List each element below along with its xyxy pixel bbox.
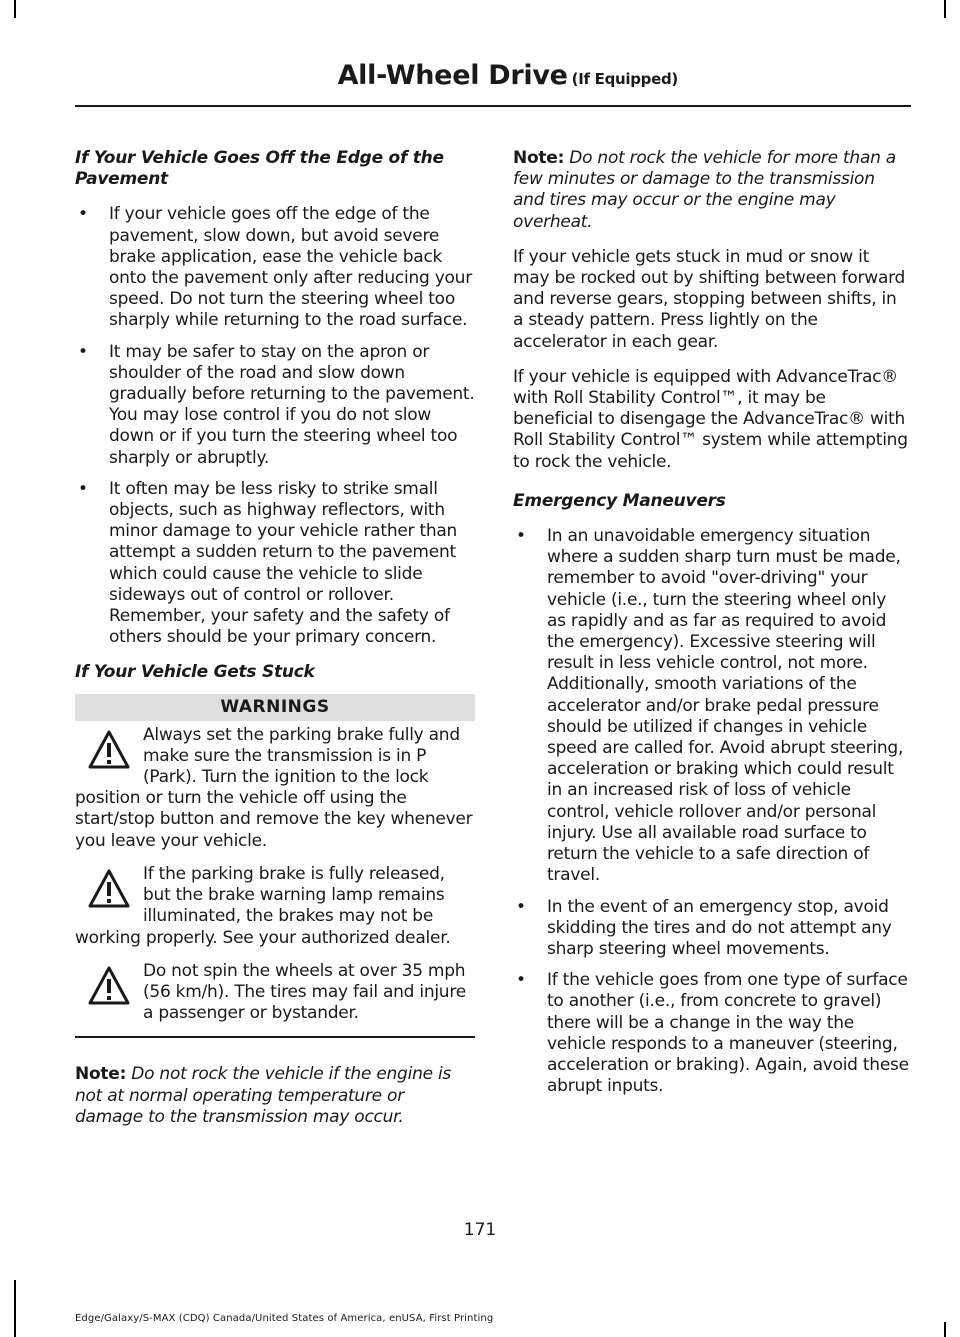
crop-mark-bottom-left	[14, 1280, 16, 1337]
bullet-icon: •	[78, 341, 88, 362]
paragraph-rocking: If your vehicle gets stuck in mud or snow it may be rocked out by shifting between forward and reverse gears, stopping between shifts, in a steady pattern. Press lightly on the accelerator in each gear.	[513, 246, 906, 352]
warning-item	[75, 725, 475, 852]
right-column	[513, 148, 909, 1111]
left-column	[75, 148, 475, 1142]
warning-text: Do not spin the wheels at over 35 mph (56 km/h). The tires may fail and injure a passenger or bystander.	[143, 960, 466, 1024]
off-pavement-list	[75, 204, 475, 648]
note-rock-duration	[513, 148, 909, 233]
list-item-text: If the vehicle goes from one type of surface to another (i.e., from concrete to gravel) there will be a change in the way the vehicle responds to a maneuver (steering, acceleration or braking). Again, avoid these abrupt inputs.	[547, 970, 909, 1097]
list-item-text: It may be safer to stay on the apron or shoulder of the road and slow down gradually before returning to the pavement. You may lose control if you do not slow down or if you turn the steering wheel too sharply or abruptly.	[109, 341, 475, 468]
crop-mark-top-right	[944, 0, 946, 18]
crop-mark-bottom-right	[944, 1322, 946, 1337]
warnings-box	[75, 694, 475, 1039]
warnings-divider	[75, 1036, 475, 1038]
warning-triangle-icon	[87, 729, 131, 771]
warning-triangle-icon	[87, 965, 131, 1007]
paragraph-advancetrac: If your vehicle is equipped with AdvanceTrac® with Roll Stability Control™, it may be beneficial to disengage the AdvanceTrac® with Roll Stability Control™ system while attempting to rock the vehicle.	[513, 366, 908, 472]
emergency-list	[513, 526, 909, 1097]
warning-triangle-icon	[87, 868, 131, 910]
warning-item	[75, 961, 475, 1025]
list-item-text: In an unavoidable emergency situation where a sudden sharp turn must be made, remember to avoid "over-driving" your vehicle (i.e., turn the steering wheel only as rapidly and as far as required to avoid the emergency). Excessive steering will result in less vehicle control, not more. Additionally, smooth variations of the accelerator and/or brake pedal pressure should be utilized if changes in vehicle speed are called for. Avoid abrupt steering, acceleration or braking which could result in an increased risk of loss of vehicle control, vehicle rollover and/or personal injury. Use all available road surface to return the vehicle to a safe direction of travel.	[547, 526, 904, 886]
note-text: Do not rock the vehicle if the engine is not at normal operating temperature or damage to the transmission may occur.	[75, 1064, 452, 1127]
warning-text: Always set the parking brake fully and make sure the transmission is in P (Park). Turn the ignition to the lock position or turn the vehicle off using the start/stop button and remove the key whenever you leave your vehicle.	[75, 724, 473, 851]
section-heading-off-pavement: If Your Vehicle Goes Off the Edge of the Pavement	[75, 148, 444, 190]
header-divider	[75, 105, 911, 107]
chapter-subtitle: (If Equipped)	[571, 70, 678, 88]
section-heading-emergency: Emergency Maneuvers	[513, 490, 726, 511]
list-item	[513, 970, 909, 1097]
list-item-text: If your vehicle goes off the edge of the pavement, slow down, but avoid severe brake application, ease the vehicle back onto the pavement only after reducing your speed. Do not turn the steering wheel too sharply while returning to the road surface.	[109, 204, 472, 331]
note-label: Note:	[75, 1064, 127, 1085]
bullet-icon: •	[516, 896, 526, 917]
note-text: Do not rock the vehicle for more than a few minutes or damage to the transmission and tires may occur or the engine may overheat.	[513, 148, 896, 232]
list-item	[75, 204, 475, 331]
warning-item	[75, 864, 475, 949]
list-item	[75, 342, 475, 469]
warning-text: If the parking brake is fully released, but the brake warning lamp remains illuminated, the brakes may not be working properly. See your authorized dealer.	[75, 863, 451, 948]
list-item-text: In the event of an emergency stop, avoid skidding the tires and do not attempt any sharp steering wheel movements.	[547, 896, 892, 959]
page-number: 171	[463, 1220, 497, 1240]
list-item	[75, 479, 475, 649]
list-item	[513, 526, 909, 886]
footer-edition: Edge/Galaxy/S-MAX (CDQ) Canada/United States of America, enUSA, First Printing	[75, 1313, 494, 1324]
note-label: Note:	[513, 148, 565, 168]
list-item	[513, 897, 909, 961]
bullet-icon: •	[516, 526, 526, 547]
page-title	[338, 60, 678, 91]
bullet-icon: •	[78, 478, 88, 499]
crop-mark-top-left	[14, 0, 16, 18]
section-heading-stuck: If Your Vehicle Gets Stuck	[75, 662, 315, 683]
warnings-header: WARNINGS	[75, 694, 475, 721]
chapter-title: All-Wheel Drive	[337, 60, 568, 91]
bullet-icon: •	[516, 970, 526, 991]
bullet-icon: •	[78, 204, 88, 225]
list-item-text: It often may be less risky to strike small objects, such as highway reflectors, with minor damage to your vehicle rather than attempt a sudden return to the pavement which could cause the vehicle to slide sideways out of control or rollover. Remember, your safety and the safety of others should be your primary concern.	[109, 478, 458, 648]
note-engine-temperature	[75, 1064, 475, 1128]
